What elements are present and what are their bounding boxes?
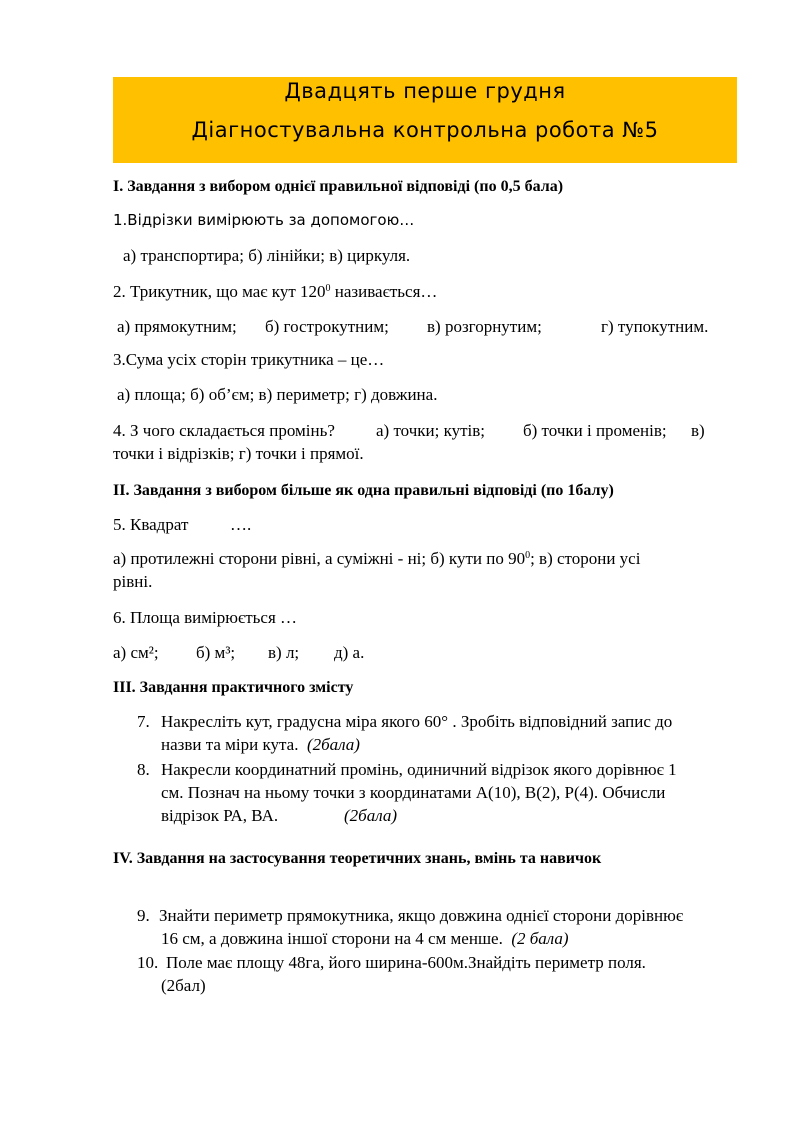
question-1: 1.Відрізки вимірюють за допомогою… bbox=[113, 211, 415, 229]
test-title: Діагностувальна контрольна робота №5 bbox=[191, 118, 659, 142]
question-2-answer-b: б) гострокутним; bbox=[265, 317, 389, 336]
question-6-answer-b: б) м³; bbox=[196, 643, 236, 662]
question-3-answers: а) площа; б) об’єм; в) периметр; г) довжина. bbox=[117, 385, 438, 404]
question-6: 6. Площа вимірюється … bbox=[113, 608, 298, 627]
question-9-text: 16 см, а довжина іншої сторони на 4 см менше. bbox=[161, 929, 503, 948]
question-4-answer-c: в) bbox=[691, 421, 705, 440]
title-banner bbox=[113, 77, 737, 163]
question-9-line-1: Знайти периметр прямокутника, якщо довжина однієї сторони дорівнює bbox=[159, 906, 684, 925]
date-title: Двадцять перше грудня bbox=[284, 79, 566, 103]
question-7-line-2 bbox=[161, 734, 360, 756]
question-10-line-1: Поле має площу 48га, його ширина-600м.Знайдіть периметр поля. bbox=[166, 953, 646, 972]
question-2-answer-c: в) розгорнутим; bbox=[427, 317, 542, 336]
question-7-points: (2бала) bbox=[306, 735, 360, 754]
question-2-text-b: називається… bbox=[330, 282, 438, 301]
question-8-points-text: (2бала) bbox=[344, 806, 397, 825]
degree-superscript: 0 bbox=[525, 550, 531, 561]
section-4-title: IV. Завдання на застосування теоретичних знань, вмінь та навичок bbox=[113, 850, 602, 867]
question-5-continuation: рівні. bbox=[113, 572, 153, 591]
question-4: 4. З чого складається промінь? bbox=[113, 421, 335, 440]
question-9-line-2 bbox=[161, 928, 569, 950]
question-7-number: 7. bbox=[137, 712, 150, 731]
question-5-label: 5. Квадрат bbox=[113, 515, 189, 534]
question-8-line-2: см. Познач на ньому точки з координатами А(10), В(2), Р(4). Обчисли bbox=[161, 783, 666, 802]
question-5-answers-b: ; в) сторони усі bbox=[530, 549, 641, 568]
question-2-answer-d: г) тупокутним. bbox=[601, 317, 709, 336]
question-2-text-a: 2. Трикутник, що має кут 120 bbox=[113, 282, 326, 301]
section-2-title: II. Завдання з вибором більше як одна правильні відповіді (по 1балу) bbox=[113, 482, 614, 499]
question-1-answers: а) транспортира; б) лінійки; в) циркуля. bbox=[123, 246, 411, 265]
question-4-answer-a: а) точки; кутів; bbox=[376, 421, 486, 440]
question-9-points: (2 бала) bbox=[511, 929, 569, 948]
question-10-number: 10. bbox=[137, 953, 159, 972]
question-8-line-3: відрізок РА, ВА. bbox=[161, 806, 279, 825]
question-5-answers-a: а) протилежні сторони рівні, а суміжні - ні; б) кути по 90 bbox=[113, 549, 526, 568]
question-6-answer-c: в) л; bbox=[268, 643, 300, 662]
question-6-answer-a: а) см²; bbox=[113, 643, 159, 662]
question-4-continuation: точки і відрізків; г) точки і прямої. bbox=[113, 444, 364, 463]
question-7-line-1: Накресліть кут, градусна міра якого 60° . Зробіть відповідний запис до bbox=[161, 712, 673, 731]
question-10-points: (2бал) bbox=[161, 976, 206, 995]
question-8-line-1: Накресли координатний промінь, одиничний відрізок якого дорівнює 1 bbox=[161, 760, 677, 779]
degree-superscript: 0 bbox=[325, 283, 331, 294]
question-2-answer-a: а) прямокутним; bbox=[117, 317, 237, 336]
question-9-number: 9. bbox=[137, 906, 150, 925]
question-8-number: 8. bbox=[137, 760, 150, 779]
question-5-dots: …. bbox=[230, 515, 252, 534]
question-3: 3.Сума усіх сторін трикутника – це… bbox=[113, 350, 385, 369]
section-3-title: ІІІ. Завдання практичного змісту bbox=[113, 679, 354, 696]
section-1-title: I. Завдання з вибором однієї правильної відповіді (по 0,5 бала) bbox=[113, 178, 564, 195]
question-6-answer-d: д) а. bbox=[334, 643, 365, 662]
question-8-points bbox=[344, 805, 397, 827]
question-5-answers bbox=[113, 548, 640, 570]
question-2 bbox=[113, 281, 437, 303]
question-4-answer-b: б) точки і променів; bbox=[523, 421, 667, 440]
question-7-text: назви та міри кута. bbox=[161, 735, 299, 754]
